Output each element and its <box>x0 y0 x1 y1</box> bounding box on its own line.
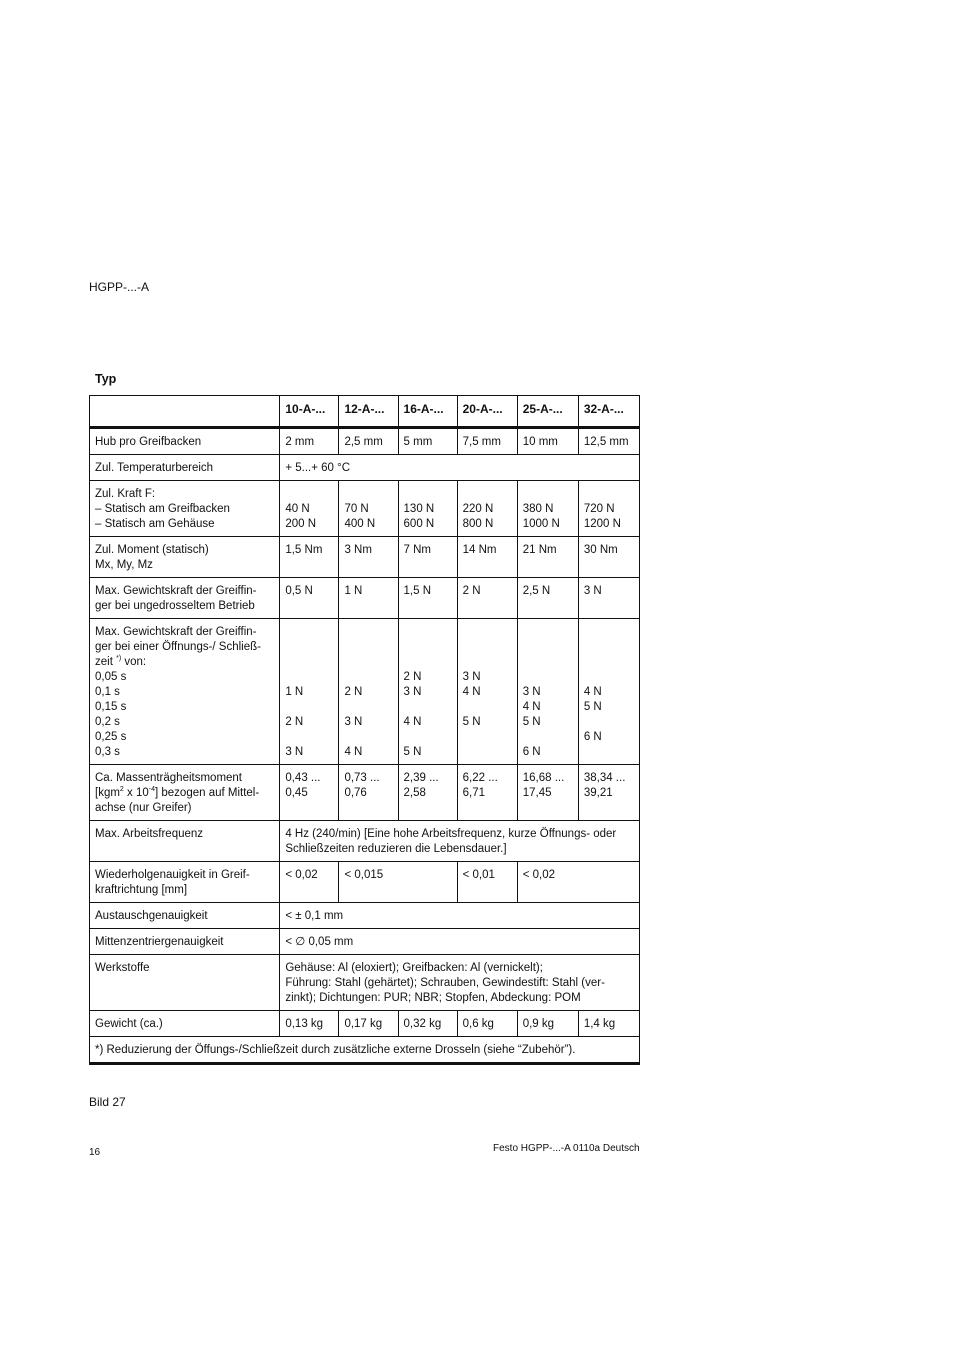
table-row <box>90 903 640 929</box>
table-cell: 70 N 400 N <box>339 481 398 537</box>
header-row <box>90 396 640 428</box>
table-cell: 10 mm <box>517 428 578 455</box>
table-cell: 40 N 200 N <box>280 481 339 537</box>
header-empty-cell <box>90 396 280 428</box>
table-cell: 7,5 mm <box>457 428 517 455</box>
table-cell: 2,39 ... 2,58 <box>398 765 457 821</box>
table-cell: 3 N 4 N 5 N 6 N <box>517 619 578 765</box>
table-row <box>90 455 640 481</box>
table-row <box>90 862 640 903</box>
table-cell: 2,5 mm <box>339 428 398 455</box>
column-header: 16-A-... <box>398 396 457 428</box>
table-cell: < 0,015 <box>339 862 457 903</box>
table-cell: 0,32 kg <box>398 1011 457 1037</box>
row-label-text: ] bezogen auf Mittel- achse (nur Greifer) <box>95 787 260 814</box>
footnote-marker: *) <box>116 655 122 663</box>
column-header: 25-A-... <box>517 396 578 428</box>
row-label-text: Max. Gewichtskraft der Greiffin- ger bei einer Öffnungs-/ Schließ- zeit <box>95 626 261 668</box>
table-cell: 30 Nm <box>578 537 639 578</box>
row-label: Zul. Moment (statisch) Mx, My, Mz <box>90 537 280 578</box>
table-cell: 0,73 ... 0,76 <box>339 765 398 821</box>
table-cell: 2 N 3 N 4 N <box>339 619 398 765</box>
table-row <box>90 955 640 1011</box>
row-label: Max. Arbeitsfrequenz <box>90 821 280 862</box>
figure-caption: Bild 27 <box>89 1095 126 1109</box>
row-label: Hub pro Greifbacken <box>90 428 280 455</box>
table-row <box>90 428 640 455</box>
table-row <box>90 821 640 862</box>
table-cell: 1,5 N <box>398 578 457 619</box>
page-number: 16 <box>89 1147 101 1158</box>
table-cell: 16,68 ... 17,45 <box>517 765 578 821</box>
table-row <box>90 1011 640 1037</box>
row-label-text: von: 0,05 s 0,1 s 0,15 s 0,2 s 0,25 s 0,3 s <box>95 656 147 758</box>
table-cell: 2 N 3 N 4 N 5 N <box>398 619 457 765</box>
table-cell: 2,5 N <box>517 578 578 619</box>
table-cell: 14 Nm <box>457 537 517 578</box>
table-cell: 0,17 kg <box>339 1011 398 1037</box>
table-cell: 3 Nm <box>339 537 398 578</box>
table-row <box>90 765 640 821</box>
footnote: *) Reduzierung der Öffungs-/Schließzeit durch zusätzliche externe Drosseln (siehe “Zubehör”). <box>90 1037 640 1064</box>
column-header: 12-A-... <box>339 396 398 428</box>
row-label-text: x 10 <box>123 787 149 799</box>
table-cell: 3 N 4 N 5 N <box>457 619 517 765</box>
row-label: Zul. Temperaturbereich <box>90 455 280 481</box>
table-row <box>90 537 640 578</box>
row-label <box>90 765 280 821</box>
table-row <box>90 619 640 765</box>
table-cell: 220 N 800 N <box>457 481 517 537</box>
table-cell: + 5...+ 60 °C <box>280 455 640 481</box>
table-cell: 1 N 2 N 3 N <box>280 619 339 765</box>
table-cell: < 0,02 <box>517 862 639 903</box>
table-cell: 720 N 1200 N <box>578 481 639 537</box>
column-header: 32-A-... <box>578 396 639 428</box>
table-cell: < 0,02 <box>280 862 339 903</box>
section-title: Typ <box>95 372 117 386</box>
superscript: 2 <box>119 786 124 794</box>
table-cell: 2 mm <box>280 428 339 455</box>
table-cell: 130 N 600 N <box>398 481 457 537</box>
table-cell: 5 mm <box>398 428 457 455</box>
table-row <box>90 578 640 619</box>
row-label: Werkstoffe <box>90 955 280 1011</box>
row-label: Wiederholgenauigkeit in Greif- kraftrichtung [mm] <box>90 862 280 903</box>
table-cell: 1,4 kg <box>578 1011 639 1037</box>
table-cell: < ∅ 0,05 mm <box>280 929 640 955</box>
table-cell: 0,13 kg <box>280 1011 339 1037</box>
table-cell: 4 Hz (240/min) [Eine hohe Arbeitsfrequenz, kurze Öffnungs- oder Schließzeiten reduzieren die Lebensdauer.] <box>280 821 640 862</box>
table-cell: 2 N <box>457 578 517 619</box>
table-cell: 6,22 ... 6,71 <box>457 765 517 821</box>
table-cell: 3 N <box>578 578 639 619</box>
footnote-row <box>90 1037 640 1064</box>
table-cell: 38,34 ... 39,21 <box>578 765 639 821</box>
row-label <box>90 619 280 765</box>
row-label: Austauschgenauigkeit <box>90 903 280 929</box>
technical-data-table <box>89 395 640 1065</box>
table-cell: 1,5 Nm <box>280 537 339 578</box>
table-cell: 0,5 N <box>280 578 339 619</box>
table-cell: 1 N <box>339 578 398 619</box>
document-footer: Festo HGPP-...-A 0110a Deutsch <box>493 1143 640 1154</box>
column-header: 10-A-... <box>280 396 339 428</box>
table-cell: 0,6 kg <box>457 1011 517 1037</box>
row-label-text: Ca. Massenträgheitsmoment [kgm <box>95 772 243 799</box>
column-header: 20-A-... <box>457 396 517 428</box>
superscript: -4 <box>148 786 155 794</box>
row-label: Max. Gewichtskraft der Greiffin- ger bei ungedrosseltem Betrieb <box>90 578 280 619</box>
table-cell: 0,43 ... 0,45 <box>280 765 339 821</box>
table-cell: 380 N 1000 N <box>517 481 578 537</box>
table-cell: Gehäuse: Al (eloxiert); Greifbacken: Al (vernickelt); Führung: Stahl (gehärtet); Schrauben, Gewindestift: Stahl (ver- zinkt); Dichtungen: PUR; NBR; Stopfen, Abdeckung: POM <box>280 955 640 1011</box>
row-label: Zul. Kraft F: – Statisch am Greifbacken – Statisch am Gehäuse <box>90 481 280 537</box>
model-designation: HGPP-...-A <box>89 280 150 294</box>
table-row <box>90 481 640 537</box>
row-label: Gewicht (ca.) <box>90 1011 280 1037</box>
table-cell: 21 Nm <box>517 537 578 578</box>
row-label: Mittenzentriergenauigkeit <box>90 929 280 955</box>
table-cell: 0,9 kg <box>517 1011 578 1037</box>
table-cell: < 0,01 <box>457 862 517 903</box>
table-cell: 4 N 5 N 6 N <box>578 619 639 765</box>
table-cell: 12,5 mm <box>578 428 639 455</box>
table-cell: < ± 0,1 mm <box>280 903 640 929</box>
table-row <box>90 929 640 955</box>
table-cell: 7 Nm <box>398 537 457 578</box>
